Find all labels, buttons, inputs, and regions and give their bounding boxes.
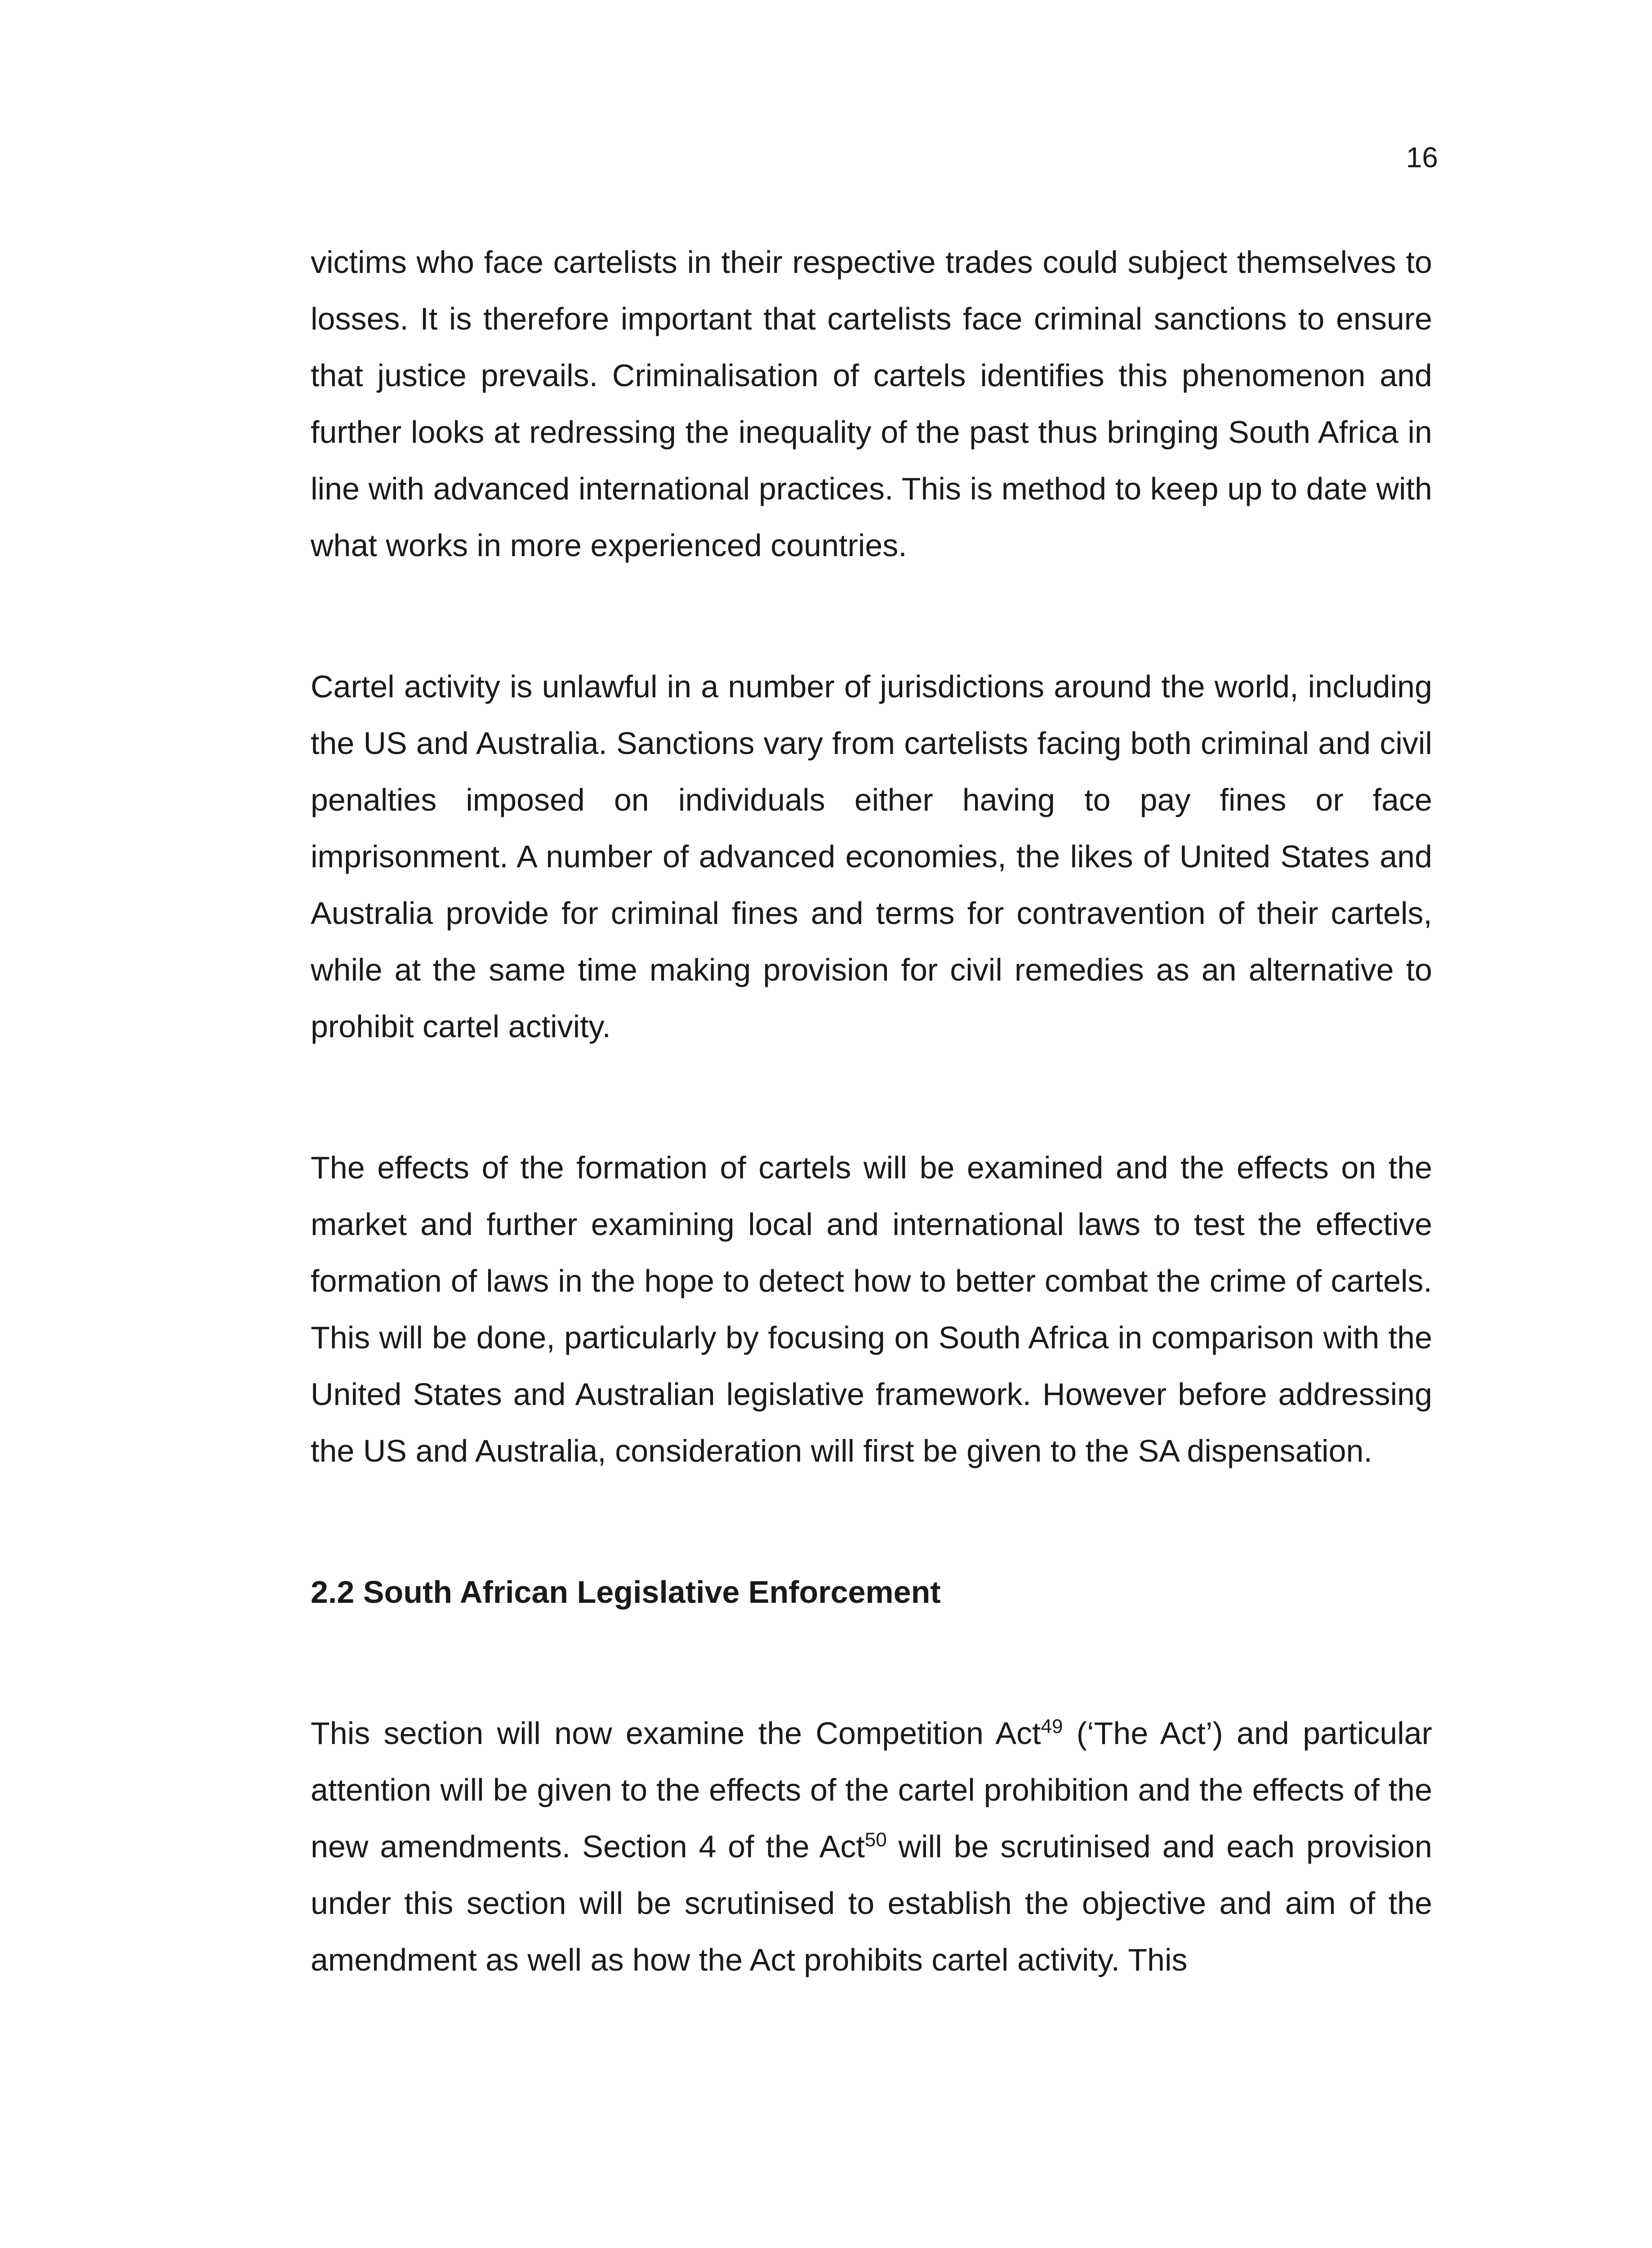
paragraph-4-text-2: (‘The Act’) and particular attention will be given to the effects of the cartel prohibition and the effects of the new amendments. Section 4 of the Act [311,1716,1432,1864]
document-body [311,234,1432,1988]
paragraph-2: Cartel activity is unlawful in a number of jurisdictions around the world, including the US and Australia. Sanctions vary from cartelists facing both criminal and civil penalties imposed on individuals either having to pay fines or face imprisonment. A number of advanced economies, the likes of United States and Australia provide for criminal fines and terms for contravention of their cartels, while at the same time making provision for civil remedies as an alternative to prohibit cartel activity. [311,669,1432,1044]
paragraph-4 [311,1705,1432,1988]
paragraph-4-text-3: will be scrutinised and each provision under this section will be scrutinised to establish the objective and aim of the amendment as well as how the Act prohibits cartel activity. This [311,1829,1432,1977]
paragraph-4-text-1: This section will now examine the Competition Act [311,1716,1041,1751]
page-number: 16 [1406,141,1438,174]
section-heading: 2.2 South African Legislative Enforcement [311,1574,941,1610]
paragraph-1: victims who face cartelists in their respective trades could subject themselves to losses. It is therefore important that cartelists face criminal sanctions to ensure that justice prevails. Criminalisation of cartels identifies this phenomenon and further looks at redressing the inequality of the past thus bringing South Africa in line with advanced international practices. This is method to keep up to date with what works in more experienced countries. [311,245,1432,563]
paragraph-3: The effects of the formation of cartels will be examined and the effects on the market and further examining local and international laws to test the effective formation of laws in the hope to detect how to better combat the crime of cartels. This will be done, particularly by focusing on South Africa in comparison with the United States and Australian legislative framework. However before addressing the US and Australia, consideration will first be given to the SA dispensation. [311,1150,1432,1468]
footnote-ref-49[interactable]: 49 [1041,1715,1063,1738]
footnote-ref-50[interactable]: 50 [864,1829,887,1851]
